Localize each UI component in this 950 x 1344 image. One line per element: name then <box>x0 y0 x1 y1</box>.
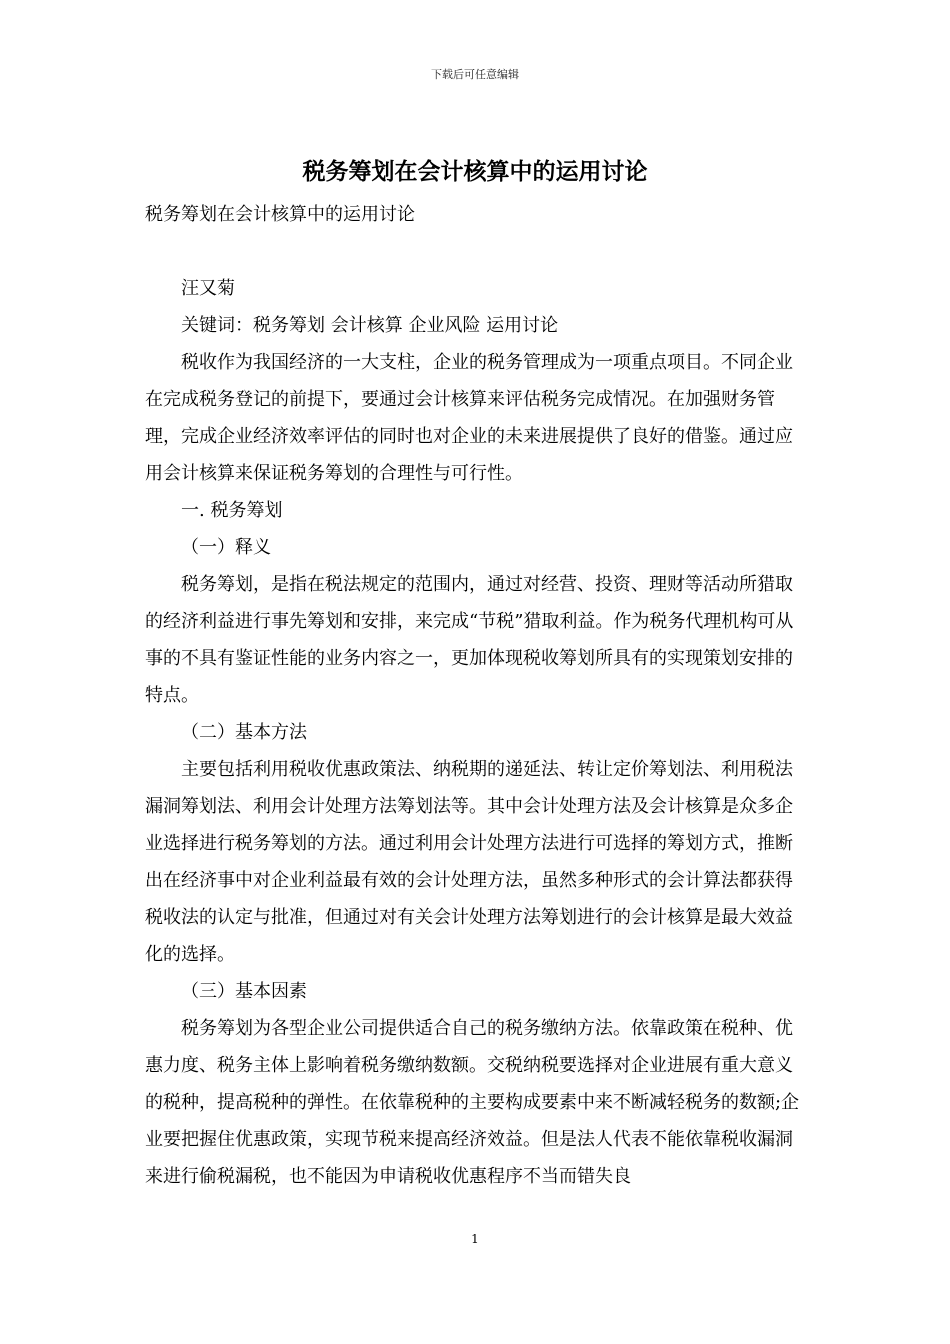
document-body <box>145 196 807 1195</box>
section-heading-1: 一. 税务筹划 <box>181 500 283 521</box>
keywords: 关键词：税务筹划 会计核算 企业风险 运用讨论 <box>181 315 559 336</box>
paragraph-methods: 主要包括利用税收优惠政策法、纳税期的递延法、转让定价筹划法、利用税法漏洞筹划法、利用会计处理方法筹划法等。其中会计处理方法及会计核算是众多企业选择进行税务筹划的方法。通过利用会计处理方法进行可选择的筹划方式，推断出在经济事中对企业利益最有效的会计处理方法，虽然多种形式的会计算法都获得税收法的认定与批准，但通过对有关会计处理方法筹划进行的会计核算是最大效益化的选择。 <box>145 759 793 965</box>
page-number: 1 <box>471 1232 479 1246</box>
paragraph-definition: 税务筹划，是指在税法规定的范围内，通过对经营、投资、理财等活动所猎取的经济利益进行事先筹划和安排，来完成“节税”猎取利益。作为税务代理机构可从事的不具有鉴证性能的业务内容之一，更加体现税收筹划所具有的实现策划安排的特点。 <box>145 574 794 706</box>
author: 汪又菊 <box>181 278 235 299</box>
header-note: 下载后可任意编辑 <box>431 68 519 81</box>
paragraph-factors: 税务筹划为各型企业公司提供适合自己的税务缴纳方法。依靠政策在税种、优惠力度、税务主体上影响着税务缴纳数额。交税纳税要选择对企业进展有重大意义的税种，提高税种的弹性。在依靠税种的主要构成要素中来不断减轻税务的数额;企业要把握住优惠政策，实现节税来提高经济效益。但是法人代表不能依靠税收漏洞来进行偷税漏税，也不能因为申请税收优惠程序不当而错失良 <box>145 1018 800 1187</box>
subsection-heading-1: （一）释义 <box>181 537 271 558</box>
subsection-heading-2: （二）基本方法 <box>181 722 307 743</box>
document-title: 税务筹划在会计核算中的运用讨论 <box>302 159 648 185</box>
subtitle: 税务筹划在会计核算中的运用讨论 <box>145 204 415 225</box>
subsection-heading-3: （三）基本因素 <box>181 981 307 1002</box>
intro-paragraph: 税收作为我国经济的一大支柱，企业的税务管理成为一项重点项目。不同企业在完成税务登记的前提下，要通过会计核算来评估税务完成情况。在加强财务管理，完成企业经济效率评估的同时也对企业的未来进展提供了良好的借鉴。通过应用会计核算来保证税务筹划的合理性与可行性。 <box>145 352 793 484</box>
